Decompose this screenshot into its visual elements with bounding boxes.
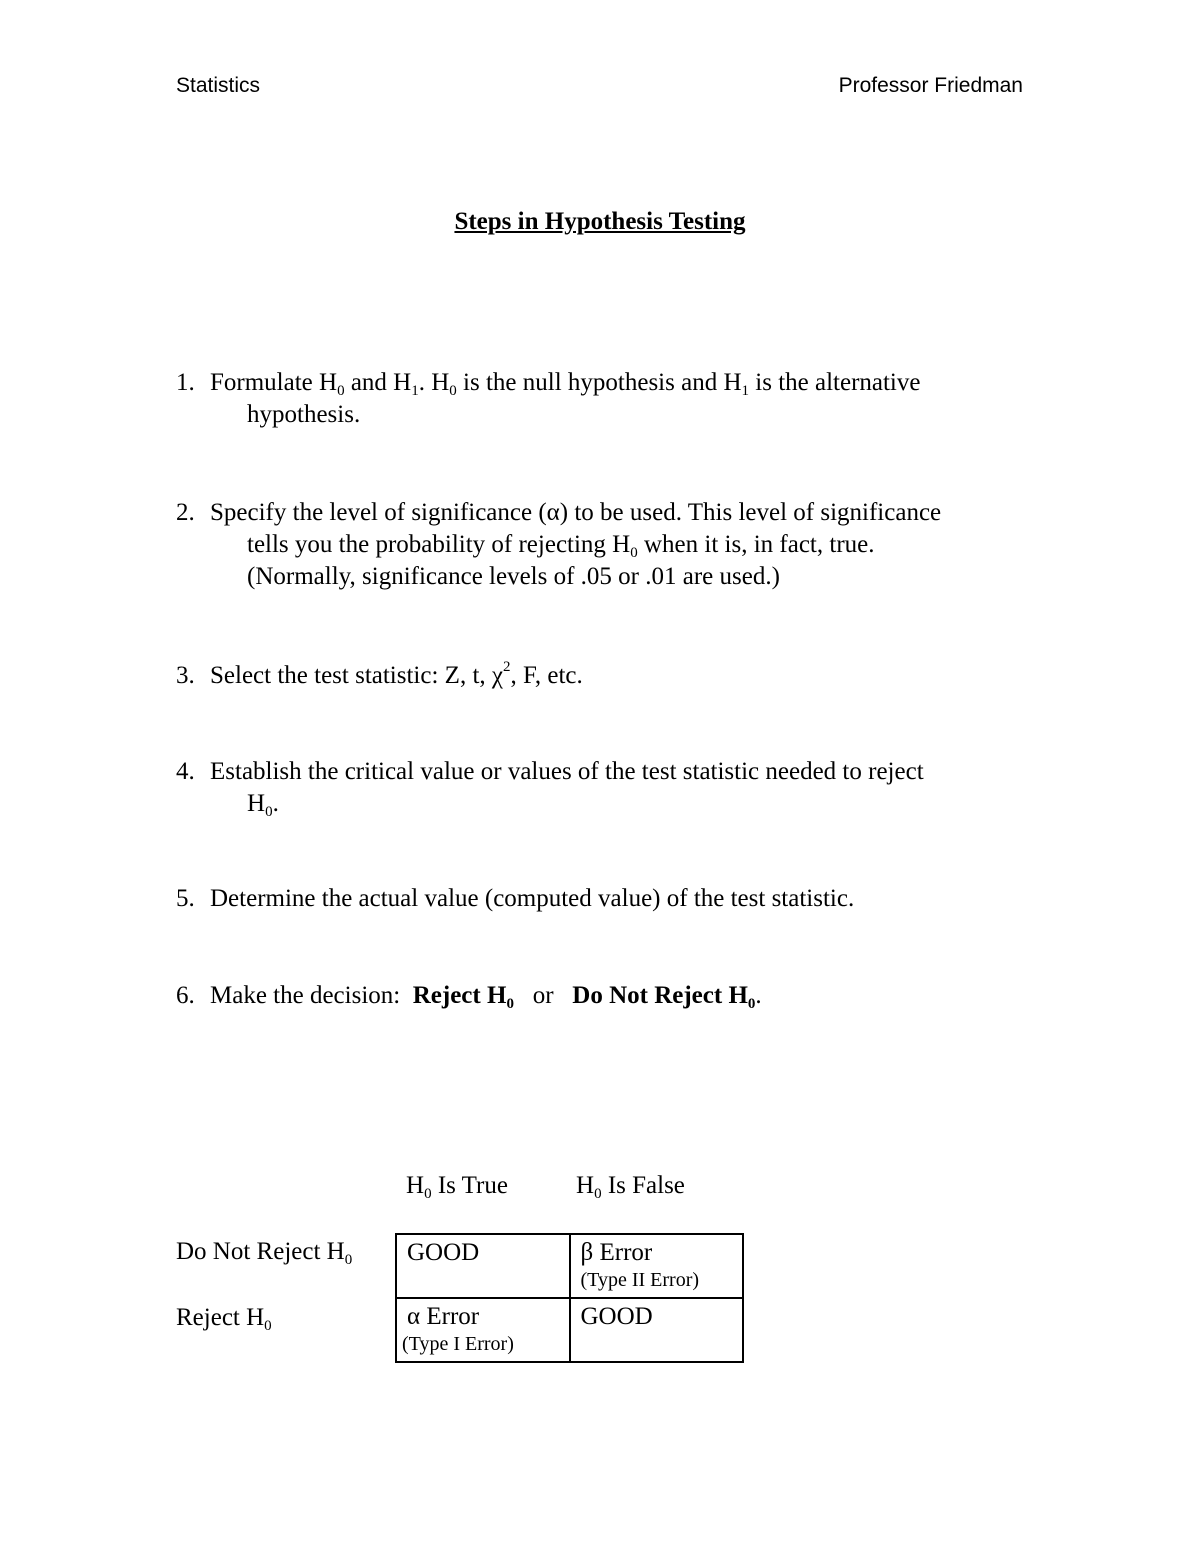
table-row [396, 1298, 743, 1362]
step-number: 4. [176, 758, 195, 785]
header-instructor: Professor Friedman [838, 74, 1023, 97]
subscript: 1 [411, 383, 419, 399]
cell-text: α Error [407, 1303, 480, 1330]
cell-note: (Type II Error) [580, 1269, 700, 1291]
subscript: 0 [594, 1186, 602, 1202]
step-3 [176, 660, 1046, 692]
text: and H [344, 369, 412, 396]
text: is the null hypothesis and H [456, 369, 742, 396]
subscript: 0 [265, 804, 273, 820]
step-2 [176, 497, 1046, 593]
cell-text: GOOD [580, 1303, 653, 1330]
decision-reject: Reject H [412, 982, 507, 1009]
subscript: 0 [449, 383, 457, 399]
text: is the alternative [749, 369, 921, 396]
subscript: 1 [741, 383, 750, 399]
step-number: 3. [176, 662, 195, 689]
step-text: Establish the critical value or values of the test statistic needed to reject [210, 758, 924, 785]
step-4 [176, 756, 1046, 820]
text: H [406, 1172, 425, 1199]
subscript: 0 [506, 996, 514, 1012]
subscript: 0 [630, 545, 638, 561]
row-label-reject [176, 1304, 272, 1332]
step-text: Specify the level of significance (α) to be used. This level of significance [210, 499, 942, 526]
step-6 [176, 980, 1046, 1012]
text: Select the test statistic: Z, t, χ [210, 662, 503, 689]
cell-good [570, 1298, 744, 1362]
subscript: 0 [747, 996, 756, 1012]
text: H [247, 790, 266, 817]
decision-matrix [395, 1233, 744, 1363]
cell-text: GOOD [407, 1239, 480, 1266]
text: Reject H [176, 1304, 265, 1331]
text: , F, etc. [510, 662, 583, 689]
step-continuation: (Normally, significance levels of .05 or .01 are used.) [247, 563, 780, 590]
subscript: 0 [344, 1252, 353, 1268]
text: . [272, 790, 279, 817]
table-row [396, 1234, 743, 1298]
text: or [513, 982, 573, 1009]
cell-good [396, 1234, 570, 1298]
step-number: 6. [176, 982, 195, 1009]
cell-text: β Error [580, 1239, 653, 1266]
superscript: 2 [502, 659, 511, 675]
cell-note: (Type I Error) [402, 1333, 514, 1355]
step-number: 2. [176, 499, 195, 526]
step-continuation: hypothesis. [247, 401, 361, 428]
text: . [755, 982, 762, 1009]
text: Formulate H [210, 369, 338, 396]
step-1 [176, 367, 1046, 431]
text: Is False [601, 1172, 685, 1199]
text: Is True [431, 1172, 508, 1199]
step-number: 5. [176, 885, 195, 912]
text: H [576, 1172, 595, 1199]
subscript: 0 [337, 383, 345, 399]
subscript: 0 [264, 1318, 272, 1334]
text: when it is, in fact, true. [637, 531, 875, 558]
step-text: Determine the actual value (computed value) of the test statistic. [210, 885, 855, 912]
text: Do Not Reject H [176, 1238, 345, 1265]
cell-alpha-error [396, 1298, 570, 1362]
step-number: 1. [176, 369, 195, 396]
decision-do-not-reject: Do Not Reject H [572, 982, 748, 1009]
column-header-h0-false [576, 1172, 685, 1200]
page-title: Steps in Hypothesis Testing [454, 208, 746, 235]
text: Make the decision: [210, 982, 413, 1009]
row-label-do-not-reject [176, 1238, 352, 1266]
text: . H [418, 369, 450, 396]
subscript: 0 [424, 1186, 432, 1202]
cell-beta-error [570, 1234, 744, 1298]
header-course: Statistics [176, 74, 261, 97]
text: tells you the probability of rejecting H [247, 531, 631, 558]
step-5 [176, 883, 1046, 915]
column-header-h0-true [406, 1172, 508, 1200]
